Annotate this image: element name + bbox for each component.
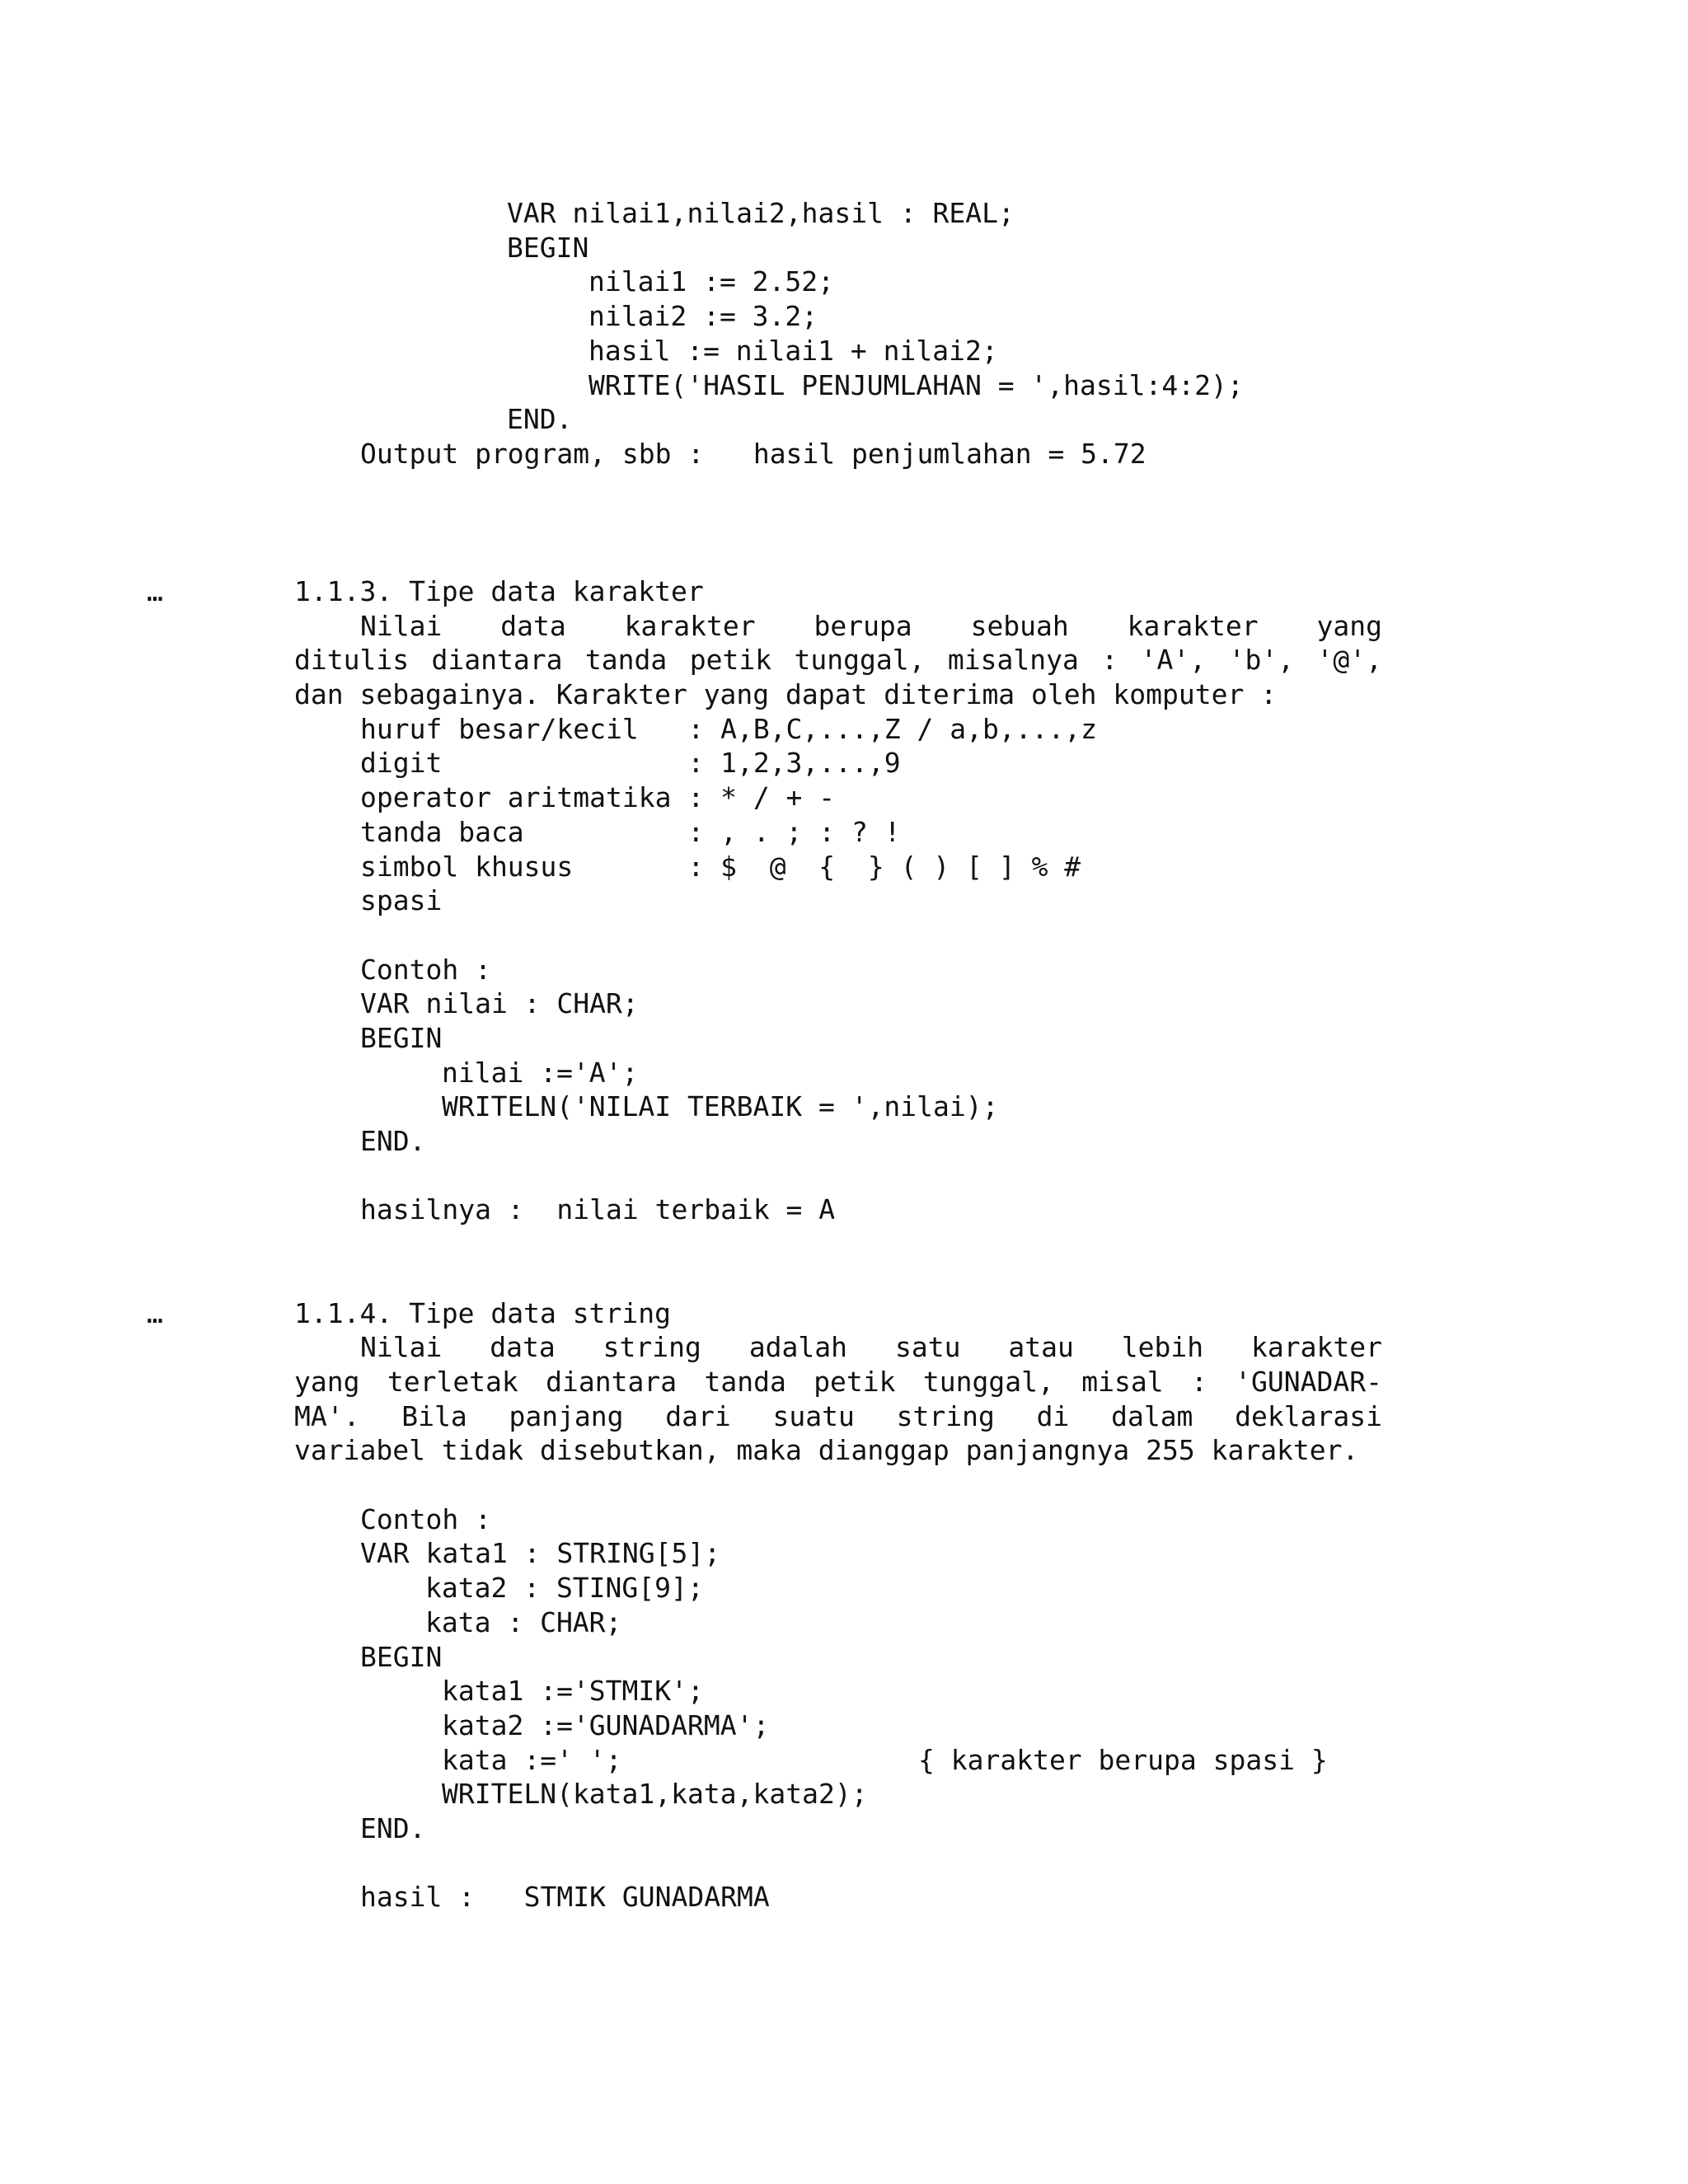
example-label: Contoh : — [360, 1503, 491, 1535]
code-line: kata2 :='GUNADARMA'; — [442, 1709, 770, 1741]
list-item: huruf besar/kecil : A,B,C,...,Z / a,b,...,z — [360, 713, 1098, 745]
list-item: tanda baca : , . ; : ? ! — [360, 816, 901, 848]
section-marker: … — [147, 575, 163, 607]
code-line: kata2 : STING[9]; — [425, 1572, 704, 1604]
code-line: VAR nilai1,nilai2,hasil : REAL; — [507, 197, 1015, 229]
paragraph-line: Nilai data karakter berupa sebuah karakter yang — [360, 610, 1382, 642]
code-line: BEGIN — [507, 232, 589, 264]
list-item: simbol khusus : $ @ { } ( ) [ ] % # — [360, 851, 1081, 883]
list-item: operator aritmatika : * / + - — [360, 781, 836, 813]
code-line: kata : CHAR; — [425, 1606, 622, 1638]
code-line: nilai1 := 2.52; — [588, 265, 835, 298]
section-heading: 1.1.3. Tipe data karakter — [294, 575, 704, 607]
code-line: nilai2 := 3.2; — [588, 300, 818, 332]
code-line: hasil := nilai1 + nilai2; — [588, 335, 998, 367]
code-line: BEGIN — [360, 1641, 443, 1673]
list-item: digit : 1,2,3,...,9 — [360, 747, 901, 779]
code-line: BEGIN — [360, 1022, 443, 1054]
example-label: Contoh : — [360, 954, 491, 986]
paragraph-line: yang terletak diantara tanda petik tunggal, misal : 'GUNADAR- — [294, 1366, 1382, 1398]
paragraph-line: Nilai data string adalah satu atau lebih karakter — [360, 1331, 1382, 1363]
code-line: WRITE('HASIL PENJUMLAHAN = ',hasil:4:2); — [588, 369, 1244, 401]
code-line: kata1 :='STMIK'; — [442, 1675, 704, 1707]
code-line: END. — [360, 1125, 426, 1157]
code-line: WRITELN(kata1,kata,kata2); — [442, 1778, 868, 1810]
paragraph-line: ditulis diantara tanda petik tunggal, misalnya : 'A', 'b', '@', — [294, 644, 1382, 676]
section-marker: … — [147, 1297, 163, 1329]
example-result: hasil : STMIK GUNADARMA — [360, 1881, 770, 1913]
section-heading: 1.1.4. Tipe data string — [294, 1297, 671, 1329]
paragraph-line: MA'. Bila panjang dari suatu string di dalam deklarasi — [294, 1400, 1382, 1432]
program-output: Output program, sbb : hasil penjumlahan = 5.72 — [360, 438, 1146, 470]
code-line: WRITELN('NILAI TERBAIK = ',nilai); — [442, 1090, 999, 1122]
example-result: hasilnya : nilai terbaik = A — [360, 1193, 836, 1226]
code-line: END. — [360, 1812, 426, 1844]
paragraph-line: variabel tidak disebutkan, maka dianggap panjangnya 255 karakter. — [294, 1434, 1359, 1466]
code-line: VAR nilai : CHAR; — [360, 987, 639, 1019]
code-line: kata :=' '; — [442, 1744, 622, 1776]
code-comment: { karakter berupa spasi } — [918, 1744, 1328, 1776]
paragraph-line: dan sebagainya. Karakter yang dapat diterima oleh komputer : — [294, 678, 1278, 710]
code-line: END. — [507, 403, 573, 435]
code-line: VAR kata1 : STRING[5]; — [360, 1537, 721, 1569]
list-item: spasi — [360, 884, 443, 916]
code-line: nilai :='A'; — [442, 1057, 639, 1089]
